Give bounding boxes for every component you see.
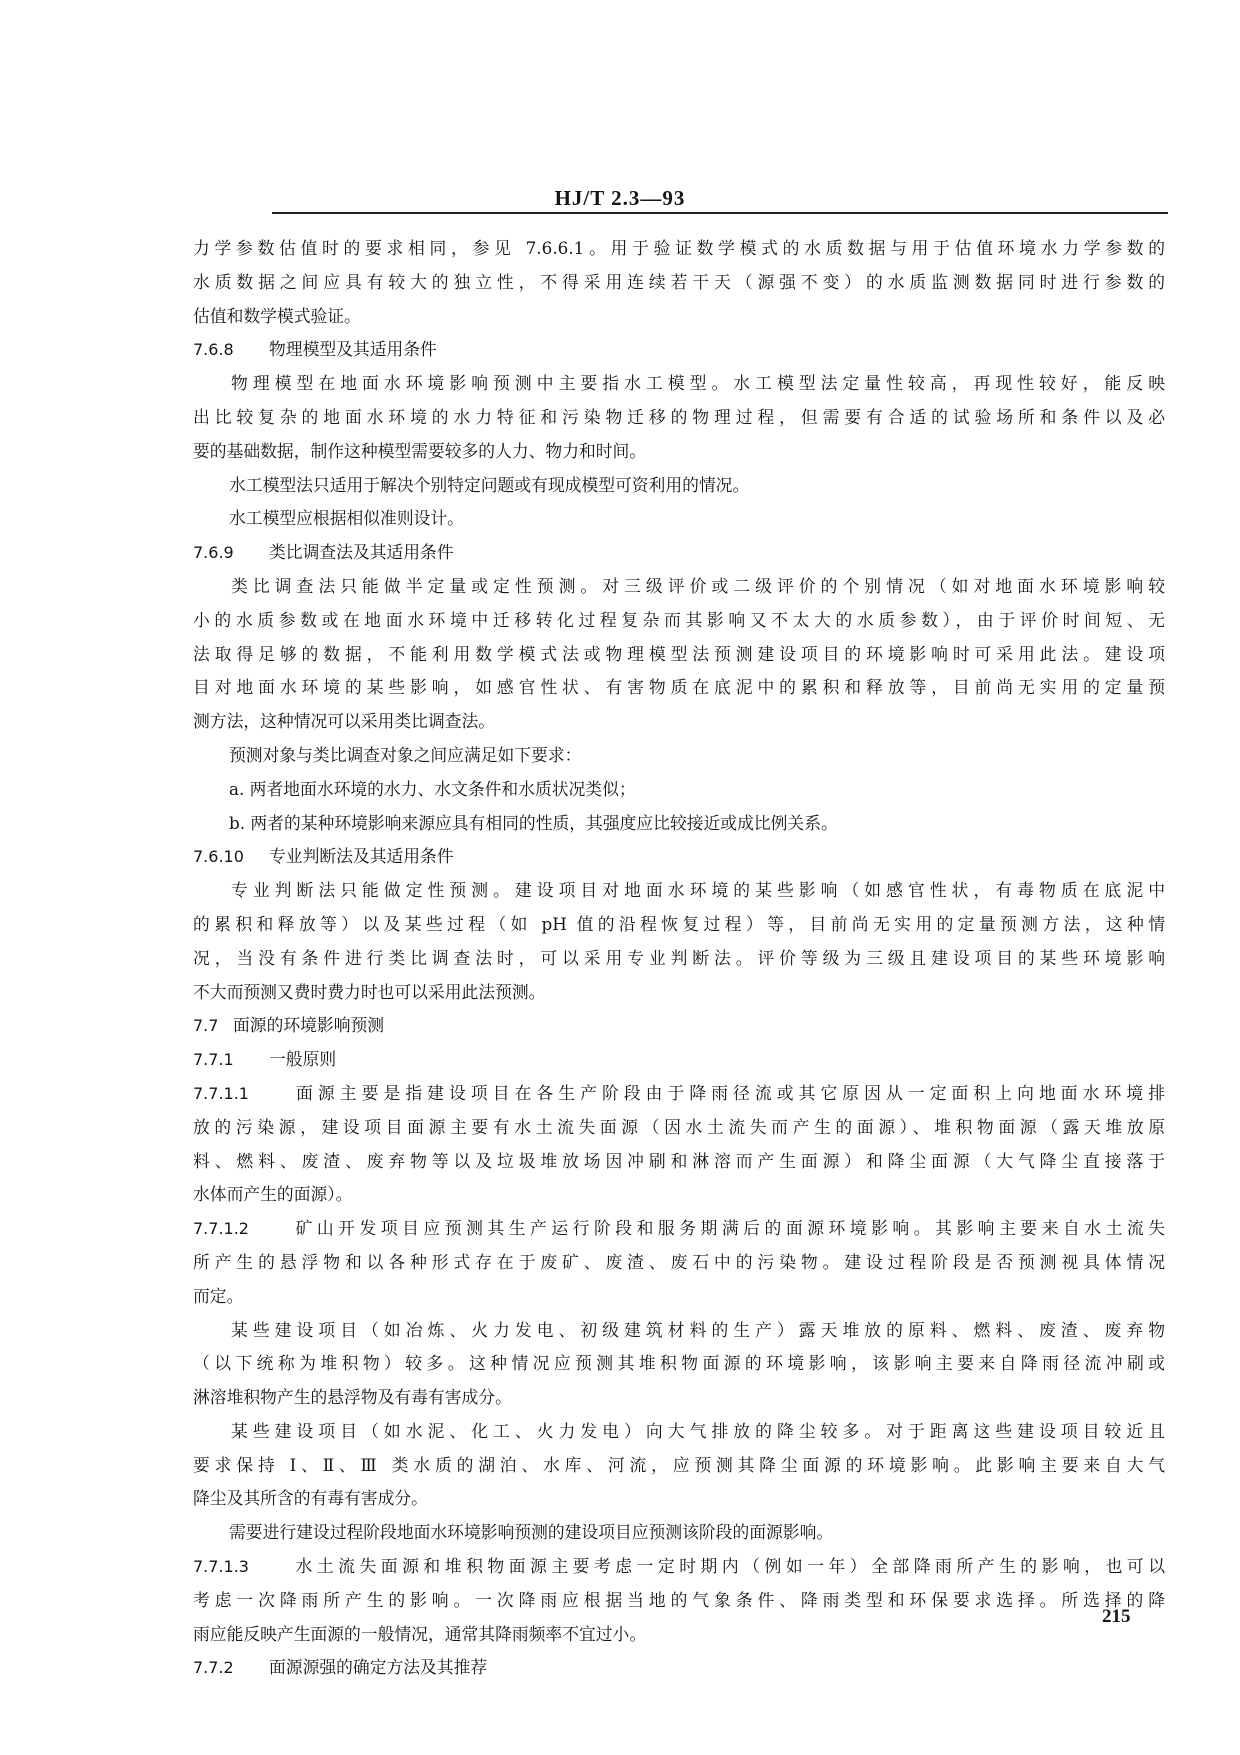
text-line: 某些建设项目（如水泥、化工、火力发电）向大气排放的降尘较多。对于距离这些建设项目较近且	[231, 1420, 1165, 1441]
text-line: 水体而产生的面源）。	[193, 1184, 353, 1205]
text-line: b. 两者的某种环境影响来源应具有相同的性质，其强度应比较接近或成比例关系。	[229, 812, 838, 833]
text-line: 专业判断法只能做定性预测。建设项目对地面水环境的某些影响（如感官性状，有毒物质在底泥中	[231, 880, 1165, 901]
text-line: 雨应能反映产生面源的一般情况，通常其降雨频率不宜过小。	[193, 1623, 647, 1644]
text-line: 预测对象与类比调查对象之间应满足如下要求：	[229, 744, 582, 765]
section-number: 7.7.1	[193, 1050, 234, 1070]
text-line: a. 两者地面水环境的水力、水文条件和水质状况类似；	[229, 778, 636, 799]
section-heading	[193, 1009, 1165, 1043]
text-line: 力学参数估值时的要求相同，参见 7.6.6.1。用于验证数学模式的水质数据与用于估值环境水力学参数的	[193, 238, 1165, 258]
section-number: 7.6.8	[193, 340, 234, 360]
text-line: 不大而预测又费时费力时也可以采用此法预测。	[193, 981, 546, 1002]
section-heading	[193, 536, 1165, 570]
text-line: 水质数据之间应具有较大的独立性，不得采用连续若干天（源强不变）的水质监测数据同时进行参数的	[193, 271, 1165, 292]
section-heading	[193, 1043, 1165, 1077]
text-line: 降尘及其所含的有毒有害成分。	[193, 1488, 428, 1509]
section-text: 面源源强的确定方法及其推荐	[269, 1657, 488, 1678]
text-line: 要求保持 Ⅰ、Ⅱ、Ⅲ 类水质的湖泊、水库、河流，应预测其降尘面源的环境影响。此影响主要来自大气	[193, 1454, 1165, 1475]
text-line: 小的水质参数或在地面水环境中迁移转化过程复杂而其影响又不太大的水质参数），由于评价时间短、无	[193, 609, 1165, 630]
text-line: 目对地面水环境的某些影响，如感官性状、有害物质在底泥中的累积和释放等，目前尚无实用的定量预	[193, 677, 1165, 698]
text-line: 某些建设项目（如冶炼、火力发电、初级建筑材料的生产）露天堆放的原料、燃料、废渣、废弃物	[231, 1319, 1165, 1340]
standard-header: HJ/T 2.3—93	[554, 186, 686, 210]
section-number: 7.6.9	[193, 543, 234, 563]
text-line: 出比较复杂的地面水环境的水力特征和污染物迁移的物理过程，但需要有合适的试验场所和条件以及必	[193, 406, 1165, 427]
section-heading	[193, 333, 1165, 367]
document-body	[193, 232, 1165, 1685]
section-heading	[193, 1550, 1165, 1584]
text-line: 法取得足够的数据，不能利用数学模式法或物理模型法预测建设项目的环境影响时可采用此法。建设项	[193, 643, 1165, 664]
text-line: 而定。	[193, 1285, 244, 1306]
text-line: 估值和数学模式验证。	[193, 305, 361, 326]
section-text: 矿山开发项目应预测其生产运行阶段和服务期满后的面源环境影响。其影响主要来自水土流失	[291, 1218, 1165, 1239]
section-heading	[193, 840, 1165, 874]
section-heading	[193, 1651, 1165, 1685]
text-line: 淋溶堆积物产生的悬浮物及有毒有害成分。	[193, 1387, 512, 1408]
header-rule	[272, 212, 1168, 214]
section-number: 7.7.1.2	[193, 1219, 249, 1239]
section-number: 7.6.10	[193, 847, 244, 867]
text-line: 所产生的悬浮物和以各种形式存在于废矿、废渣、废石中的污染物。建设过程阶段是否预测视具体情况	[193, 1251, 1165, 1272]
text-line: 需要进行建设过程阶段地面水环境影响预测的建设项目应预测该阶段的面源影响。	[229, 1522, 834, 1543]
section-text: 物理模型及其适用条件	[269, 339, 437, 360]
section-text: 面源的环境影响预测	[233, 1015, 385, 1036]
text-line: （以下统称为堆积物）较多。这种情况应预测其堆积物面源的环境影响，该影响主要来自降雨径流冲刷或	[193, 1353, 1165, 1374]
section-heading	[193, 1077, 1165, 1111]
section-number: 7.7	[193, 1016, 219, 1036]
text-line: 物理模型在地面水环境影响预测中主要指水工模型。水工模型法定量性较高，再现性较好，能反映	[231, 373, 1165, 394]
text-line: 测方法，这种情况可以采用类比调查法。	[193, 711, 496, 732]
section-number: 7.7.1.1	[193, 1083, 249, 1103]
section-number: 7.7.1.3	[193, 1557, 249, 1577]
text-line: 考虑一次降雨所产生的影响。一次降雨应根据当地的气象条件、降雨类型和环保要求选择。所选择的降	[193, 1589, 1165, 1610]
text-line: 况，当没有条件进行类比调查法时，可以采用专业判断法。评价等级为三级且建设项目的某些环境影响	[193, 947, 1165, 968]
section-text: 水土流失面源和堆积物面源主要考虑一定时期内（例如一年）全部降雨所产生的影响，也可以	[291, 1556, 1165, 1577]
page-number: 215	[1102, 1606, 1131, 1627]
text-line: 类比调查法只能做半定量或定性预测。对三级评价或二级评价的个别情况（如对地面水环境影响较	[231, 575, 1165, 596]
section-text: 类比调查法及其适用条件	[269, 542, 454, 563]
text-line: 放的污染源，建设项目面源主要有水土流失面源（因水土流失而产生的面源）、堆积物面源（露天堆放原	[193, 1116, 1165, 1137]
section-text: 专业判断法及其适用条件	[269, 846, 454, 867]
text-line: 水工模型法只适用于解决个别特定问题或有现成模型可资利用的情况。	[229, 474, 750, 495]
text-line: 的累积和释放等）以及某些过程（如 pH 值的沿程恢复过程）等，目前尚无实用的定量预测方法，这种情	[193, 913, 1165, 934]
section-heading	[193, 1212, 1165, 1246]
text-line: 料、燃料、废渣、废弃物等以及垃圾堆放场因冲刷和淋溶而产生面源）和降尘面源（大气降尘直接落于	[193, 1150, 1165, 1171]
text-line: 要的基础数据，制作这种模型需要较多的人力、物力和时间。	[193, 440, 647, 461]
text-line: 水工模型应根据相似准则设计。	[229, 508, 464, 529]
section-number: 7.7.2	[193, 1658, 234, 1678]
section-text: 一般原则	[269, 1049, 337, 1070]
section-text: 面源主要是指建设项目在各生产阶段由于降雨径流或其它原因从一定面积上向地面水环境排	[291, 1082, 1165, 1103]
